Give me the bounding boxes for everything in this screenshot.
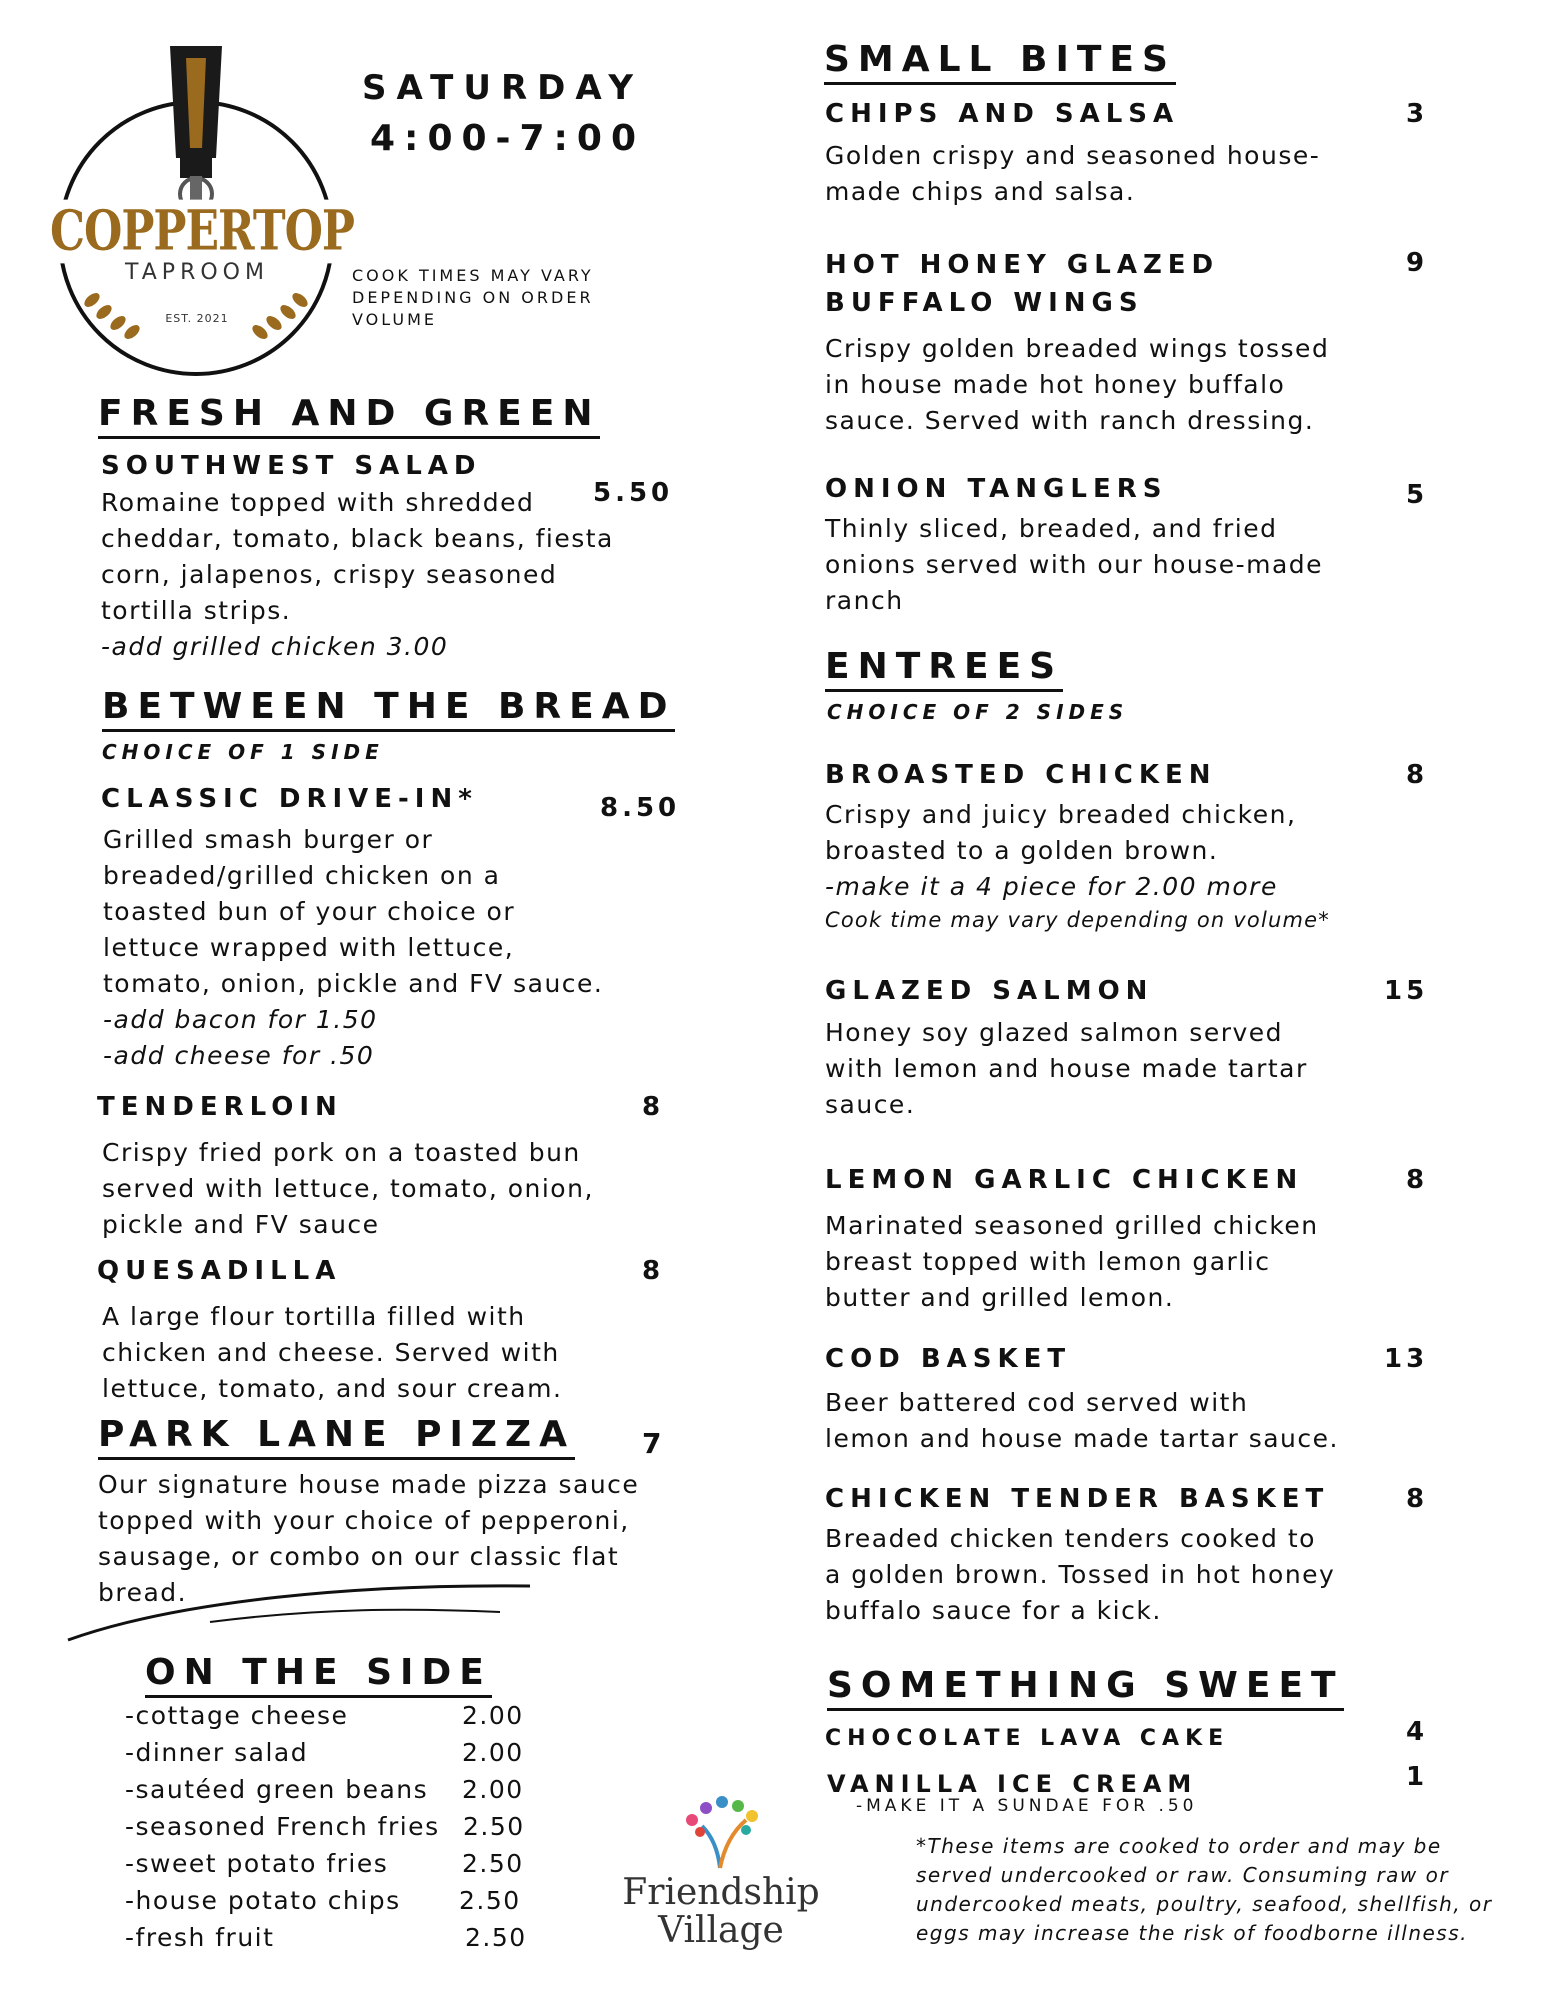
cook-notice-line: DEPENDING ON ORDER [352, 288, 594, 307]
disclaimer: *These items are cooked to order and may be served undercooked or raw. Consuming raw or undercooked meats, poultry, seafood, shellfish, or eggs may increase the risk of foodborne illness. [916, 1834, 1493, 1945]
item-note: -add cheese for .50 [103, 1041, 375, 1070]
friendship-village-logo [620, 1790, 820, 1950]
item-name-broasted-chicken: BROASTED CHICKEN [825, 760, 1217, 790]
item-price-quesadilla: 8 [642, 1256, 665, 1286]
item-desc-quesadilla: A large flour tortilla filled with chicken and cheese. Served with lettuce, tomato, and sour cream. [102, 1302, 563, 1403]
item-price-lava-cake: 4 [1406, 1717, 1429, 1747]
item-name-chicken-tender-basket: CHICKEN TENDER BASKET [825, 1484, 1330, 1514]
section-between-bread-title: BETWEEN THE BREAD [102, 687, 675, 732]
section-entrees-subtitle: CHOICE OF 2 SIDES [827, 700, 1129, 724]
item-price-vanilla-ice-cream: 1 [1406, 1762, 1429, 1792]
item-desc-cod-basket: Beer battered cod served with lemon and house made tartar sauce. [825, 1388, 1339, 1453]
sides-list [125, 1697, 545, 1956]
list-item: -dinner salad 2.00 [125, 1738, 524, 1767]
item-name-quesadilla: QUESADILLA [97, 1256, 342, 1286]
logo-est: EST. 2021 [165, 312, 229, 325]
section-sweet-title: SOMETHING SWEET [827, 1666, 1344, 1711]
item-desc-buffalo-wings: Crispy golden breaded wings tossed in house made hot honey buffalo sauce. Served with ranch dressing. [825, 334, 1330, 435]
item-price-buffalo-wings: 9 [1406, 248, 1429, 278]
list-item: -seasoned French fries 2.50 [125, 1812, 525, 1841]
item-name-glazed-salmon: GLAZED SALMON [825, 976, 1154, 1006]
item-price-broasted-chicken: 8 [1406, 760, 1429, 790]
item-name-vanilla-ice-cream: VANILLA ICE CREAM [827, 1770, 1198, 1798]
cook-notice [352, 265, 594, 331]
item-note: -add bacon for 1.50 [103, 1005, 378, 1034]
item-price-pizza: 7 [642, 1427, 666, 1460]
section-pizza-title: PARK LANE PIZZA [98, 1415, 575, 1460]
item-desc-tenderloin: Crispy fried pork on a toasted bun served with lettuce, tomato, onion, pickle and FV sauce [102, 1138, 594, 1239]
item-price-cod-basket: 13 [1384, 1344, 1429, 1374]
section-fresh-green-title: FRESH AND GREEN [98, 394, 600, 439]
item-name-cod-basket: COD BASKET [825, 1344, 1072, 1374]
section-small-bites-title: SMALL BITES [824, 40, 1176, 85]
item-name-classic-drive-in: CLASSIC DRIVE-IN* [101, 784, 478, 814]
item-name-buffalo-wings: HOT HONEY GLAZED BUFFALO WINGS [825, 250, 1220, 318]
item-desc-southwest-salad: Romaine topped with shredded cheddar, tomato, black beans, fiesta corn, jalapenos, crispy seasoned tortilla strips. -add grilled chicken 3.00 [101, 485, 641, 665]
item-desc-glazed-salmon: Honey soy glazed salmon served with lemon and house made tartar sauce. [825, 1018, 1308, 1119]
section-entrees-title: ENTREES [825, 647, 1063, 692]
item-desc-chicken-tender-basket: Breaded chicken tenders cooked to a golden brown. Tossed in hot honey buffalo sauce for a kick. [825, 1524, 1336, 1625]
item-price-onion-tanglers: 5 [1406, 480, 1429, 510]
item-desc-classic-drive-in: Grilled smash burger or breaded/grilled chicken on a toasted bun of your choice or lettuce wrapped with lettuce, tomato, onion, pickle and FV sauce. -add bacon for 1.50 -add cheese for .50 [103, 822, 663, 1074]
item-name-lava-cake: CHOCOLATE LAVA CAKE [825, 1726, 1230, 1751]
logo-sub: TAPROOM [125, 260, 269, 285]
item-name-tenderloin: TENDERLOIN [97, 1092, 343, 1122]
item-price-tenderloin: 8 [642, 1092, 665, 1122]
item-desc-broasted-chicken: Crispy and juicy breaded chicken, broasted to a golden brown. -make it a 4 piece for 2.00 more Cook time may vary depending on volume* [825, 797, 1405, 935]
logo-name: COPPERTOP [50, 199, 355, 264]
cook-notice-line: COOK TIMES MAY VARY [352, 266, 594, 285]
hours-label: 4:00-7:00 [370, 118, 646, 159]
item-price-chicken-tender-basket: 8 [1406, 1484, 1429, 1514]
item-note: -make it a 4 piece for 2.00 more [825, 872, 1278, 901]
list-item: -sweet potato fries 2.50 [125, 1849, 524, 1878]
item-name-southwest-salad: SOUTHWEST SALAD [101, 451, 482, 481]
item-small-note: Cook time may vary depending on volume* [825, 908, 1330, 932]
list-item: -house potato chips 2.50 [125, 1886, 521, 1915]
item-desc-chips-salsa: Golden crispy and seasoned house- made chips and salsa. [825, 141, 1321, 206]
cook-notice-line: VOLUME [352, 310, 437, 329]
item-name-lemon-garlic-chicken: LEMON GARLIC CHICKEN [825, 1165, 1304, 1195]
item-desc-lemon-garlic-chicken: Marinated seasoned grilled chicken breast topped with lemon garlic butter and grilled lemon. [825, 1211, 1319, 1312]
list-item: -cottage cheese 2.00 [125, 1701, 524, 1730]
day-label: SATURDAY [362, 68, 644, 108]
item-price-classic-drive-in: 8.50 [600, 793, 681, 823]
item-name-chips-salsa: CHIPS AND SALSA [825, 99, 1180, 129]
list-item: -fresh fruit 2.50 [125, 1923, 527, 1952]
section-between-bread-subtitle: CHOICE OF 1 SIDE [102, 740, 384, 764]
brand-name-line: Village [658, 1910, 784, 1951]
item-name-onion-tanglers: ONION TANGLERS [825, 474, 1168, 504]
brand-name-line: Friendship [622, 1872, 820, 1913]
tree-icon [620, 1790, 820, 1870]
item-price-lemon-garlic-chicken: 8 [1406, 1165, 1429, 1195]
coppertop-logo [50, 38, 355, 378]
swoosh-divider [60, 1570, 540, 1650]
item-price-chips-salsa: 3 [1406, 99, 1429, 129]
item-note: -add grilled chicken 3.00 [101, 632, 449, 661]
item-desc-onion-tanglers: Thinly sliced, breaded, and fried onions served with our house-made ranch [825, 514, 1324, 615]
item-price-southwest-salad: 5.50 [593, 478, 674, 508]
list-item: -sautéed green beans 2.00 [125, 1775, 524, 1804]
section-on-the-side-title: ON THE SIDE [145, 1653, 492, 1698]
item-price-glazed-salmon: 15 [1384, 976, 1429, 1006]
item-note-sundae: -MAKE IT A SUNDAE FOR .50 [856, 1796, 1198, 1816]
item-desc-pizza: Our signature house made pizza sauce topped with your choice of pepperoni, sausage, or combo on our classic flat bread. [98, 1470, 640, 1607]
